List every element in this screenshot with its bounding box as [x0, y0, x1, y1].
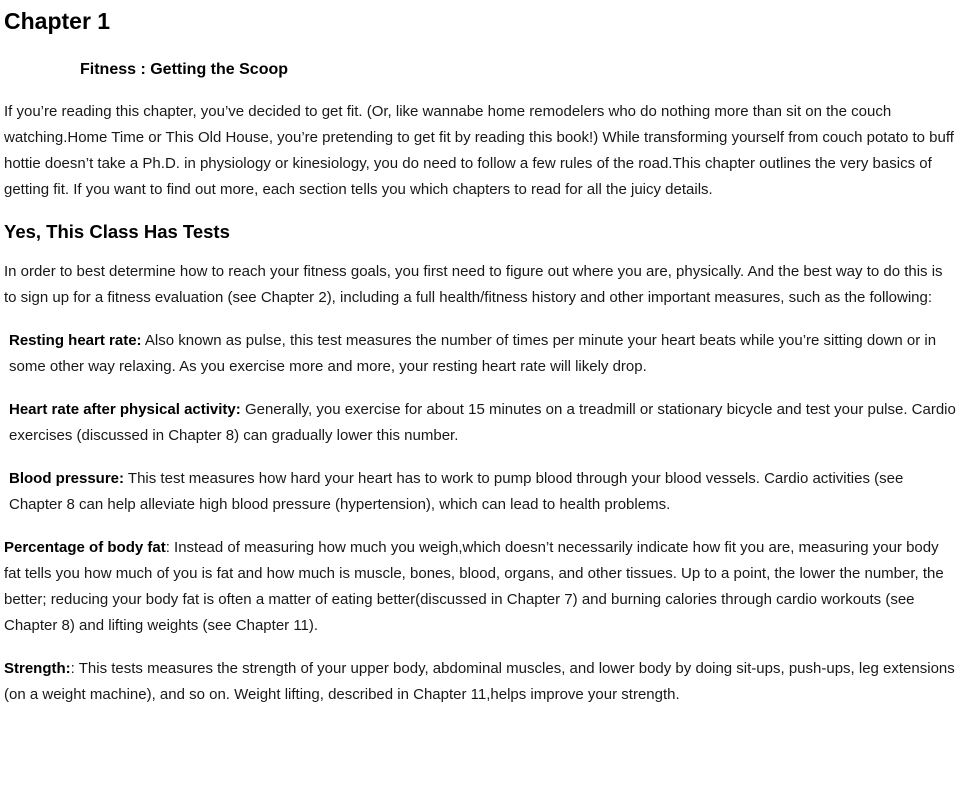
- item-text-blood-pressure: This test measures how hard your heart has to work to pump blood through your blood vessels. Cardio activities (see Chapter 8 can help alleviate high blood pressure (hypertension), which can lead to health problems.: [9, 469, 904, 513]
- item-label-heart-rate-after-activity: Heart rate after physical activity:: [9, 400, 241, 418]
- item-label-blood-pressure: Blood pressure:: [9, 469, 125, 487]
- item-text-heart-rate-after-activity: Generally, you exercise for about 15 minutes on a treadmill or stationary bicycle and test your pulse. Cardio exercises (discussed in Chapter 8) can gradually lower this number.: [9, 400, 956, 444]
- list-item-resting-heart-rate: [4, 328, 956, 380]
- item-text-resting-heart-rate: Also known as pulse, this test measures the number of times per minute your heart beats while you’re sitting down or in some other way relaxing. As you exercise more and more, your resting heart rate will likely drop.: [9, 331, 937, 375]
- item-label-resting-heart-rate: Resting heart rate:: [9, 331, 142, 349]
- list-item-heart-rate-after-activity: [4, 397, 956, 449]
- item-label-strength: Strength:: [4, 659, 71, 677]
- section-intro-paragraph: In order to best determine how to reach your fitness goals, you first need to figure out where you are, physically. And the best way to do this is to sign up for a fitness evaluation (see Chapter 2), including a full health/fitness history and other important measures, such as the following:: [4, 262, 943, 306]
- chapter-subtitle: Fitness : Getting the Scoop: [80, 60, 289, 78]
- intro-paragraph: If you’re reading this chapter, you’ve decided to get fit. (Or, like wannabe home remodelers who do nothing more than sit on the couch watching.Home Time or This Old House, you’re pretending to get fit by reading this book!) While transforming yourself from couch potato to buff hottie doesn’t take a Ph.D. in physiology or kinesiology, you do need to follow a few rules of the road.This chapter outlines the very basics of getting fit. If you want to find out more, each section tells you which chapters to read for all the juicy details.: [4, 102, 954, 198]
- chapter-title: Chapter 1: [4, 8, 111, 34]
- list-item-blood-pressure: [4, 466, 956, 518]
- list-item-strength: [4, 656, 956, 708]
- item-text-body-fat: : Instead of measuring how much you weigh,which doesn’t necessarily indicate how fit you are, measuring your body fat tells you how much of you is fat and how much is muscle, bones, blood, organs, and other tissues. Up to a point, the lower the number, the better; reducing your body fat is often a matter of eating better(discussed in Chapter 7) and burning calories through cardio workouts (see Chapter 8) and lifting weights (see Chapter 11).: [4, 538, 944, 634]
- list-item-body-fat: [4, 535, 956, 639]
- section-heading: Yes, This Class Has Tests: [4, 220, 230, 242]
- item-label-body-fat: Percentage of body fat: [4, 538, 166, 556]
- item-text-strength: : This tests measures the strength of your upper body, abdominal muscles, and lower body by doing sit-ups, push-ups, leg extensions (on a weight machine), and so on. Weight lifting, described in Chapter 11,helps improve your strength.: [4, 659, 955, 703]
